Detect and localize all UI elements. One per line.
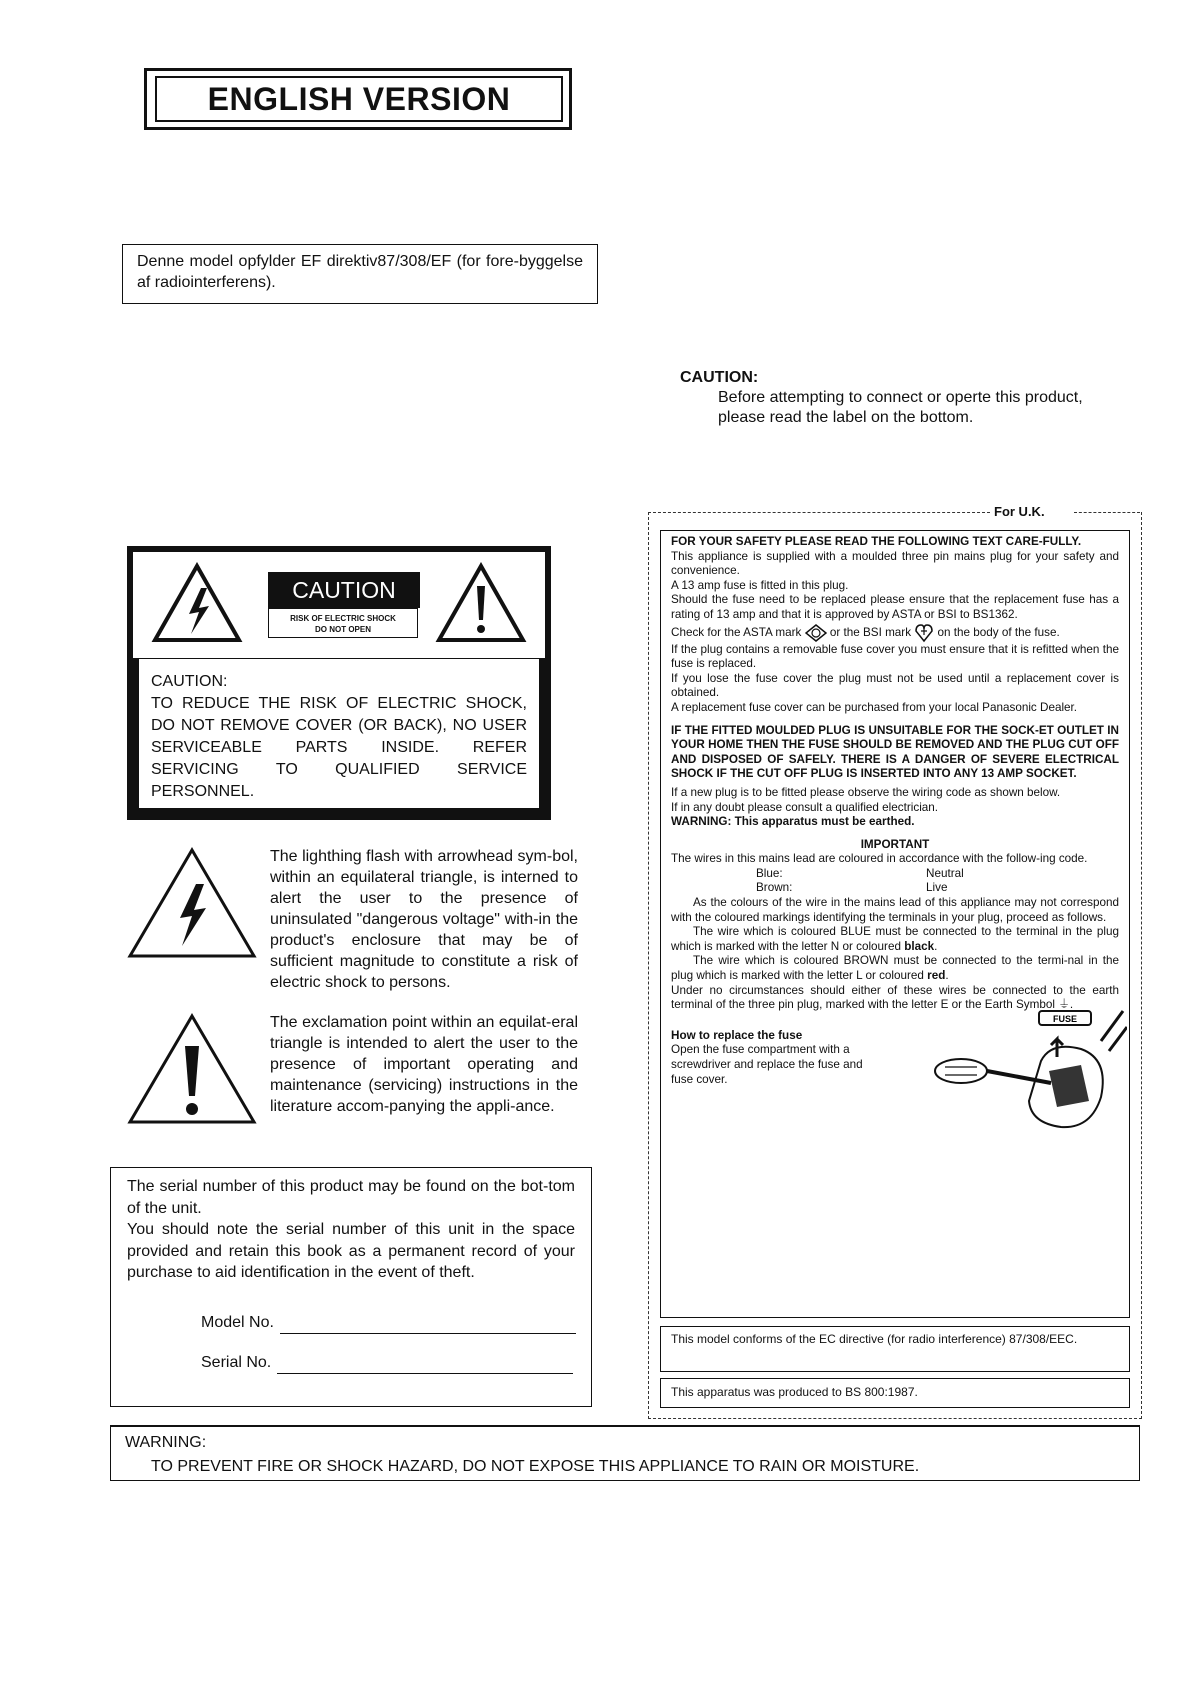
blue-wire-row [671,867,1119,882]
denne-note: Denne model opfylder EF direktiv87/308/EF (for fore-byggelse af radiointerferens). [122,244,598,304]
earth-symbol-icon: ⏚ [1058,998,1070,1012]
bsi-text: or the BSI mark [829,625,912,639]
exclamation-warning-icon [435,562,527,644]
serial-number-line[interactable] [277,1359,573,1374]
warning-text: TO PREVENT FIRE OR SHOCK HAZARD, DO NOT EXPOSE THIS APPLIANCE TO RAIN OR MOISTURE. [151,1458,920,1475]
page-title: ENGLISH VERSION [155,76,563,122]
uk-p11: The wire which is coloured BLUE must be connected to the terminal in the plug which is marked with the letter N or coloured black. [671,925,1119,953]
uk-safety-heading: FOR YOUR SAFETY PLEASE READ THE FOLLOWING TEXT CARE-FULLY. [671,535,1082,548]
uk-p2: A 13 amp fuse is fitted in this plug. [671,578,849,592]
fuse-replacement [671,1013,1119,1139]
asta-mark-icon [805,624,827,642]
exclamation-symbol-text: The exclamation point within an equilat-eral triangle is intended to alert the user to the presence of important operating and maintenance (servicing) instructions in the literature accom-panying the appli-ance. [270,1014,578,1115]
fuse-body-text: on the body of the fuse. [937,625,1060,639]
caution-top-text: Before attempting to connect or operte this product, please read the label on the bottom. [718,389,1083,426]
serial-para-2: You should note the serial number of this unit in the space provided and retain this book as a permanent record of your purchase to aid identification in the event of theft. [127,1221,575,1281]
serial-number-field[interactable] [201,1352,573,1374]
fuse-heading: How to replace the fuse [671,1028,803,1042]
uk-p10: As the colours of the wire in the mains lead of this appliance may not correspond with the coloured markings identifying the terminals in your plug, proceed as follows. [671,896,1119,924]
uk-p13: Under no circumstances should either of these wires be connected to the earth terminal of the three pin plug, marked with the letter E or the Earth Symbol ⏚. [671,983,1119,1012]
serial-number-label: Serial No. [201,1354,272,1371]
brown-label: Brown: [756,881,793,895]
model-number-label: Model No. [201,1314,274,1331]
uk-label: For U.K. [990,504,1049,519]
risk-of-shock-label [268,608,418,638]
p12-text: The wire which is coloured BROWN must be connected to the termi-nal in the plug which is marked with the letter L or coloured [671,954,1119,983]
caution-panel-header [133,552,545,658]
uk-p8: If a new plug is to be fitted please observe the wiring code as shown below. [671,785,1061,799]
model-number-line[interactable] [280,1319,576,1334]
screwdriver-plug-icon [931,1001,1127,1141]
uk-top-rule [648,512,990,513]
serial-number-box [110,1167,592,1407]
serial-para-1: The serial number of this product may be found on the bot-tom of the unit. [127,1178,575,1217]
uk-p4 [671,623,1119,643]
uk-p7: A replacement fuse cover can be purchased from your local Panasonic Dealer. [671,700,1078,714]
caution-top-heading: CAUTION: [680,369,759,386]
caution-panel-text: TO REDUCE THE RISK OF ELECTRIC SHOCK, DO NOT REMOVE COVER (OR BACK), NO USER SERVICEABLE PARTS INSIDE. REFER SERVICING TO QUALIFIED SERVICE PERSONNEL. [151,695,527,800]
warning-heading: WARNING: [125,1434,207,1451]
lightning-triangle-icon [126,846,258,960]
red-word: red [927,969,946,983]
caution-panel-body [139,659,539,808]
uk-p9: If in any doubt please consult a qualified electrician. [671,800,939,814]
english-version-header [144,68,572,130]
risk-line: RISK OF ELECTRIC SHOCK [290,614,396,623]
model-number-field[interactable] [201,1312,576,1334]
caution-panel-heading: CAUTION: [151,673,228,690]
uk-wires-intro: The wires in this mains lead are coloured in accordance with the follow-ing code. [671,852,1088,866]
ec-directive-note: This model conforms of the EC directive (for radio interference) 87/308/EEC. [660,1326,1130,1372]
brown-wire-row [671,881,1119,896]
caution-label: CAUTION [268,572,420,608]
p13-text: Under no circumstances should either of these wires be connected to the earth terminal of the three pin plug, marked with the letter E or the Earth Symbol [671,983,1119,1012]
uk-earth-warning: WARNING: This apparatus must be earthed. [671,815,915,829]
lightning-warning-icon [151,562,243,644]
blue-value: Neutral [926,866,964,880]
fuse-instructions [671,1029,886,1087]
uk-top-rule-right [1074,512,1140,513]
caution-panel [127,546,551,820]
uk-safety-box [660,530,1130,1318]
warning-box [110,1425,1140,1481]
uk-p5: If the plug contains a removable fuse cover you must ensure that it is refitted when the fuse is replaced. [671,642,1119,671]
uk-p1: This appliance is supplied with a moulded three pin mains plug for your safety and convenience. [671,549,1119,578]
brown-value: Live [926,881,948,895]
p11-text: The wire which is coloured BLUE must be connected to the terminal in the plug which is marked with the letter N or coloured [671,925,1119,953]
bs-note: This apparatus was produced to BS 800:1987. [660,1378,1130,1408]
fuse-label: FUSE [1052,1013,1078,1024]
asta-text: Check for the ASTA mark [671,625,802,639]
lightning-symbol-text: The lighthing flash with arrowhead sym-bol, within an equilateral triangle, is interned to alert the user to the presence of uninsulated "dangerous voltage" with-in the product's enclosure that may be of sufficient magnitude to constitute a risk of electric shock to persons. [270,848,578,991]
uk-p3: Should the fuse need to be replaced please ensure that the replacement fuse has a rating of 13 amp and that it is approved by ASTA or BSI to BS1362. [671,593,1119,621]
fuse-text: Open the fuse compartment with a screwdriver and replace the fuse and fuse cover. [671,1043,863,1086]
do-not-open-line: DO NOT OPEN [314,625,371,634]
black-word: black [904,939,935,953]
bsi-kitemark-icon [914,623,934,643]
uk-important: IMPORTANT [860,837,930,851]
uk-p12: The wire which is coloured BROWN must be connected to the termi-nal in the plug which is marked with the letter L or coloured red. [671,954,1119,983]
exclamation-triangle-icon [126,1012,258,1126]
caution-top-notice [680,368,1130,428]
uk-p6: If you lose the fuse cover the plug must not be used until a replacement cover is obtained. [671,671,1119,700]
uk-plug-warning: IF THE FITTED MOULDED PLUG IS UNSUITABLE FOR THE SOCK-ET OUTLET IN YOUR HOME THEN THE FUSE SHOULD BE REMOVED AND THE PLUG CUT OFF AND DISPOSED OF SAFELY. THERE IS A DANGER OF SEVERE ELECTRICAL SHOCK IF THE CUT OFF PLUG IS INSERTED INTO ANY 13 AMP SOCKET. [671,723,1119,781]
blue-label: Blue: [756,866,783,880]
